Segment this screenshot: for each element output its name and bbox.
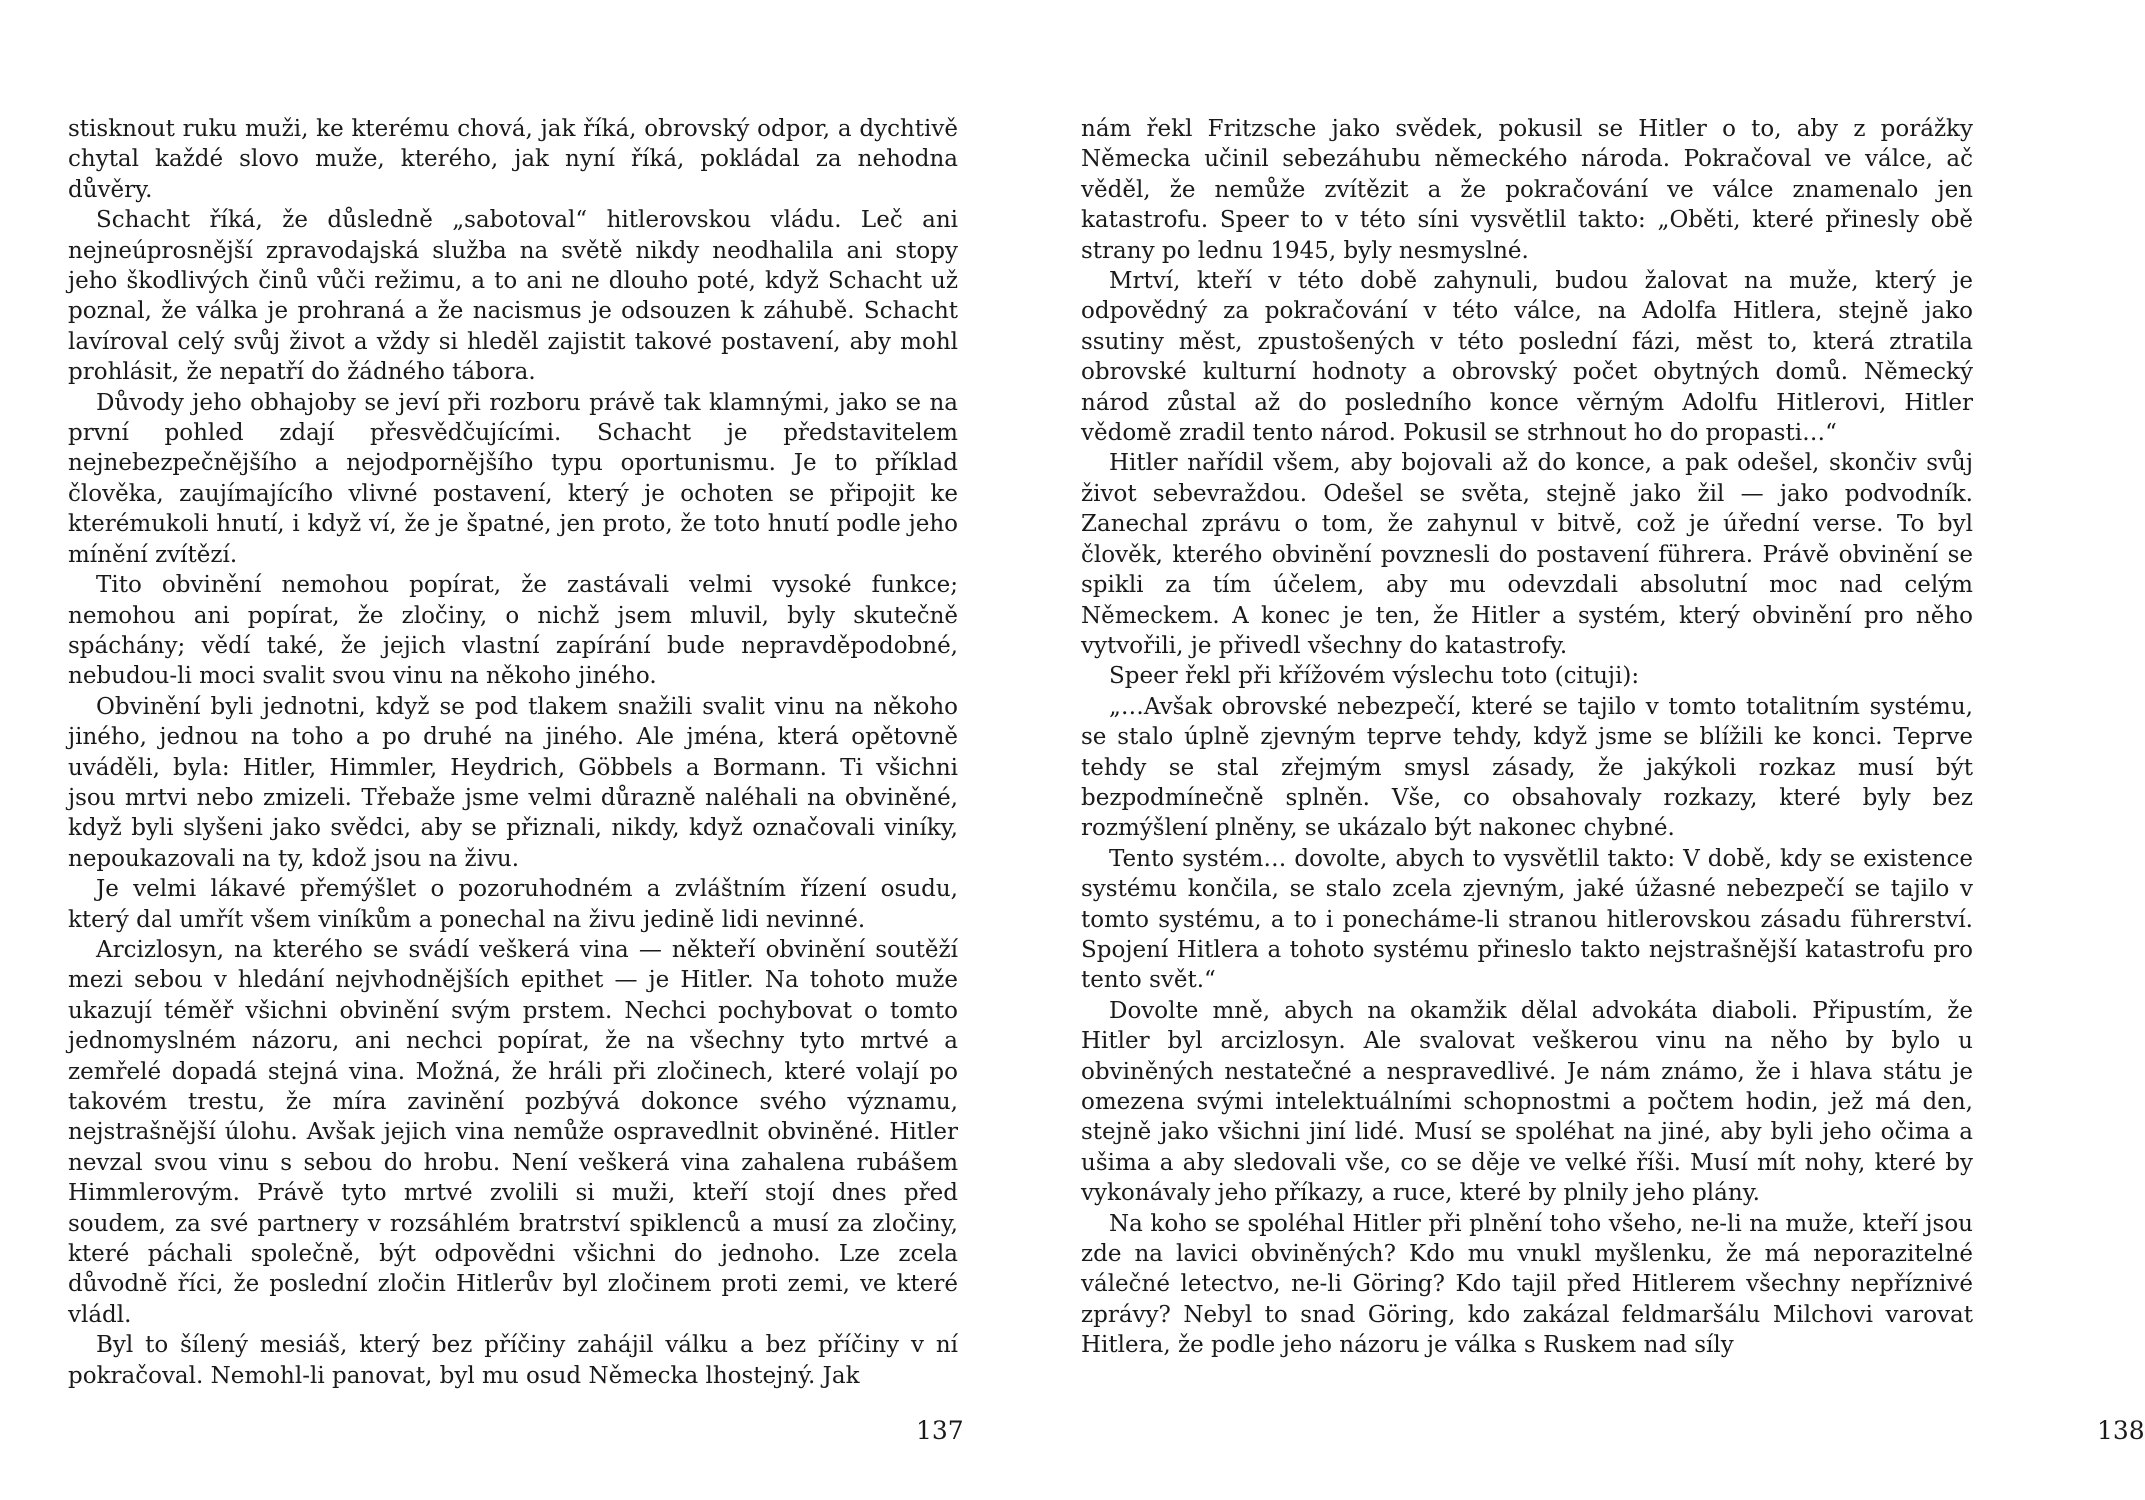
paragraph: stisknout ruku muži, ke kterému chová, jak říká, obrovský odpor, a dychtivě chytal každé slovo muže, kterého, jak nyní říká, pokládal za nehodna důvěry. (68, 116, 958, 203)
page-number: 138 (2097, 1416, 2145, 1445)
left-page-text (68, 114, 958, 1391)
paragraph: Mrtví, kteří v této době zahynuli, budou žalovat na muže, který je odpovědný za pokračování v této válce, na Adolfa Hitlera, stejně jako ssutiny měst, zpustošených v této poslední fázi, měst to, která ztratila obrovské kulturní hodnoty a obrovský počet obytných domů. Německý národ zůstal až do posledního konce věrným Adolfu Hitlerovi, Hitler vědomě zradil tento národ. Pokusil se strhnout ho do propasti…“ (1081, 268, 1973, 447)
paragraph: Obvinění byli jednotni, když se pod tlakem snažili svalit vinu na někoho jiného, jednou na toho a po druhé na jiného. Ale jména, která opětovně uváděli, byla: Hitler, Himmler, Heydrich, Göbbels a Bormann. Ti všichni jsou mrtvi nebo zmizeli. Třebaže jsme velmi důrazně naléhali na obviněné, když byli slyšeni jako svědci, aby se přiznali, nikdy, když označovali viníky, nepoukazovali na ty, kdož jsou na živu. (68, 693, 958, 872)
paragraph: Důvody jeho obhajoby se jeví při rozboru právě tak klamnými, jako se na první pohled zdají přesvědčujícími. Schacht je představitelem nejnebezpečnějšího a nejodpornějšího typu oportunismu. Je to příklad člověka, zaujímajícího vlivné postavení, který je ochoten se připojit ke kterémukoli hnutí, i když ví, že je špatné, jen proto, že toto hnutí podle jeho mínění zvítězí. (68, 389, 958, 568)
right-page-text (1081, 114, 1973, 1361)
paragraph: Tito obvinění nemohou popírat, že zastávali velmi vysoké funkce; nemohou ani popírat, že zločiny, o nichž jsem mluvil, byly skutečně spáchány; vědí také, že jejich vlastní zapírání bude nepravděpodobné, nebudou-li moci svalit svou vinu na někoho jiného. (68, 572, 958, 690)
paragraph: Tento systém… dovolte, abych to vysvětlil takto: V době, kdy se existence systému končila, se stalo zcela zjevným, jaké úžasné nebezpečí se tajilo v tomto systému, a to i ponecháme-li stranou hitlerovskou zásadu führerství. Spojení Hitlera a tohoto systému přineslo takto nejstrašnější katastrofu pro tento svět.“ (1081, 845, 1973, 994)
paragraph: nám řekl Fritzsche jako svědek, pokusil se Hitler o to, aby z porážky Německa učinil sebezáhubu německého národa. Pokračoval ve válce, ač věděl, že nemůže zvítězit a že pokračování ve válce znamenalo jen katastrofu. Speer to v této síni vysvětlil takto: „Oběti, které přinesly obě strany po lednu 1945, byly nesmyslné. (1081, 116, 1973, 264)
right-page (1015, 0, 2145, 1500)
paragraph: Je velmi lákavé přemýšlet o pozoruhodném a zvláštním řízení osudu, který dal umřít všem viníkům a ponechal na živu jedině lidi nevinné. (68, 876, 958, 933)
paragraph: Na koho se spoléhal Hitler při plnění toho všeho, ne-li na muže, kteří jsou zde na lavici obviněných? Kdo mu vnukl myšlenku, že má neporazitelné válečné letectvo, ne-li Göring? Kdo tajil před Hitlerem všechny nepříznivé zprávy? Nebyl to snad Göring, kdo zakázal feldmaršálu Milchovi varovat Hitlera, že podle jeho názoru je válka s Ruskem nad síly (1081, 1210, 1973, 1359)
page-number: 137 (916, 1416, 964, 1445)
left-page (0, 0, 1015, 1500)
paragraph: Hitler nařídil všem, aby bojovali až do konce, a pak odešel, skončiv svůj život sebevraždou. Odešel se světa, stejně jako žil — jako podvodník. Zanechal zprávu o tom, že zahynul v bitvě, což je úřední verse. To byl člověk, kterého obvinění povznesli do postavení führera. Právě obvinění se spikli za tím účelem, aby mu odevzdali absolutní moc nad celým Německem. A konec je ten, že Hitler a systém, který obvinění pro něho vytvořili, je přivedl všechny do katastrofy. (1081, 450, 1973, 659)
paragraph: Byl to šílený mesiáš, který bez příčiny zahájil válku a bez příčiny v ní pokračoval. Nemohl-li panovat, byl mu osud Německa lhostejný. Jak (68, 1332, 958, 1389)
paragraph: Arcizlosyn, na kterého se svádí veškerá vina — někteří obvinění soutěží mezi sebou v hledání nejvhodnějších epithet — je Hitler. Na tohoto muže ukazují téměř všichni obvinění svým prstem. Nechci pochybovat o tomto jednomyslném názoru, ani nechci popírat, že na všechny tyto mrtvé a zemřelé dopadá stejná vina. Možná, že hráli při zločinech, které volají po takovém trestu, že míra zavinění pozbývá dokonce svého významu, nejstrašnější úlohu. Avšak jejich vina nemůže ospravedlnit obviněné. Hitler nevzal svou vinu s sebou do hrobu. Není veškerá vina zahalena rubášem Himmlerovým. Právě tyto mrtvé zvolili si muži, kteří stojí dnes před soudem, za své partnery v rozsáhlém bratrství spiklenců a musí za zločiny, které páchali společně, být odpovědni všichni do jednoho. Lze zcela důvodně říci, že poslední zločin Hitlerův byl zločinem proti zemi, ve které vládl. (68, 936, 958, 1328)
paragraph: Schacht říká, že důsledně „sabotoval“ hitlerovskou vládu. Leč ani nejneúprosnější zpravodajská služba na světě nikdy neodhalila ani stopy jeho škodlivých činů vůči režimu, a to ani ne dlouho poté, když Schacht už poznal, že válka je prohraná a že nacismus je odsouzen k záhubě. Schacht lavíroval celý svůj život a vždy si hleděl zajistit takové postavení, aby mohl prohlásit, že nepatří do žádného tábora. (68, 207, 958, 386)
paragraph: Dovolte mně, abych na okamžik dělal advokáta diaboli. Připustím, že Hitler byl arcizlosyn. Ale svalovat veškerou vinu na něho by bylo u obviněných nestatečné a nespravedlivé. Je nám známo, že i hlava státu je omezena svými intelektuálními schopnostmi a počtem hodin, jež má den, stejně jako všichni jiní lidé. Musí se spoléhat na jiné, aby byli jeho očima a ušima a aby sledovali vše, co se děje ve velké říši. Musí mít nohy, které by vykonávaly jeho příkazy, a ruce, které by plnily jeho plány. (1081, 997, 1973, 1207)
paragraph: Speer řekl při křížovém výslechu toto (cituji): (1109, 663, 1640, 690)
quote-paragraph: „…Avšak obrovské nebezpečí, které se tajilo v tomto totalitním systému, se stalo úplně zjevným teprve tehdy, když jsme se blížili ke konci. Teprve tehdy se stal zřejmým smysl zásady, že jakýkoli rozkaz musí být bezpodmínečně splněn. Vše, co obsahovaly rozkazy, které byly bez rozmýšlení plněny, se ukázalo být nakonec chybné. (1081, 693, 1973, 842)
